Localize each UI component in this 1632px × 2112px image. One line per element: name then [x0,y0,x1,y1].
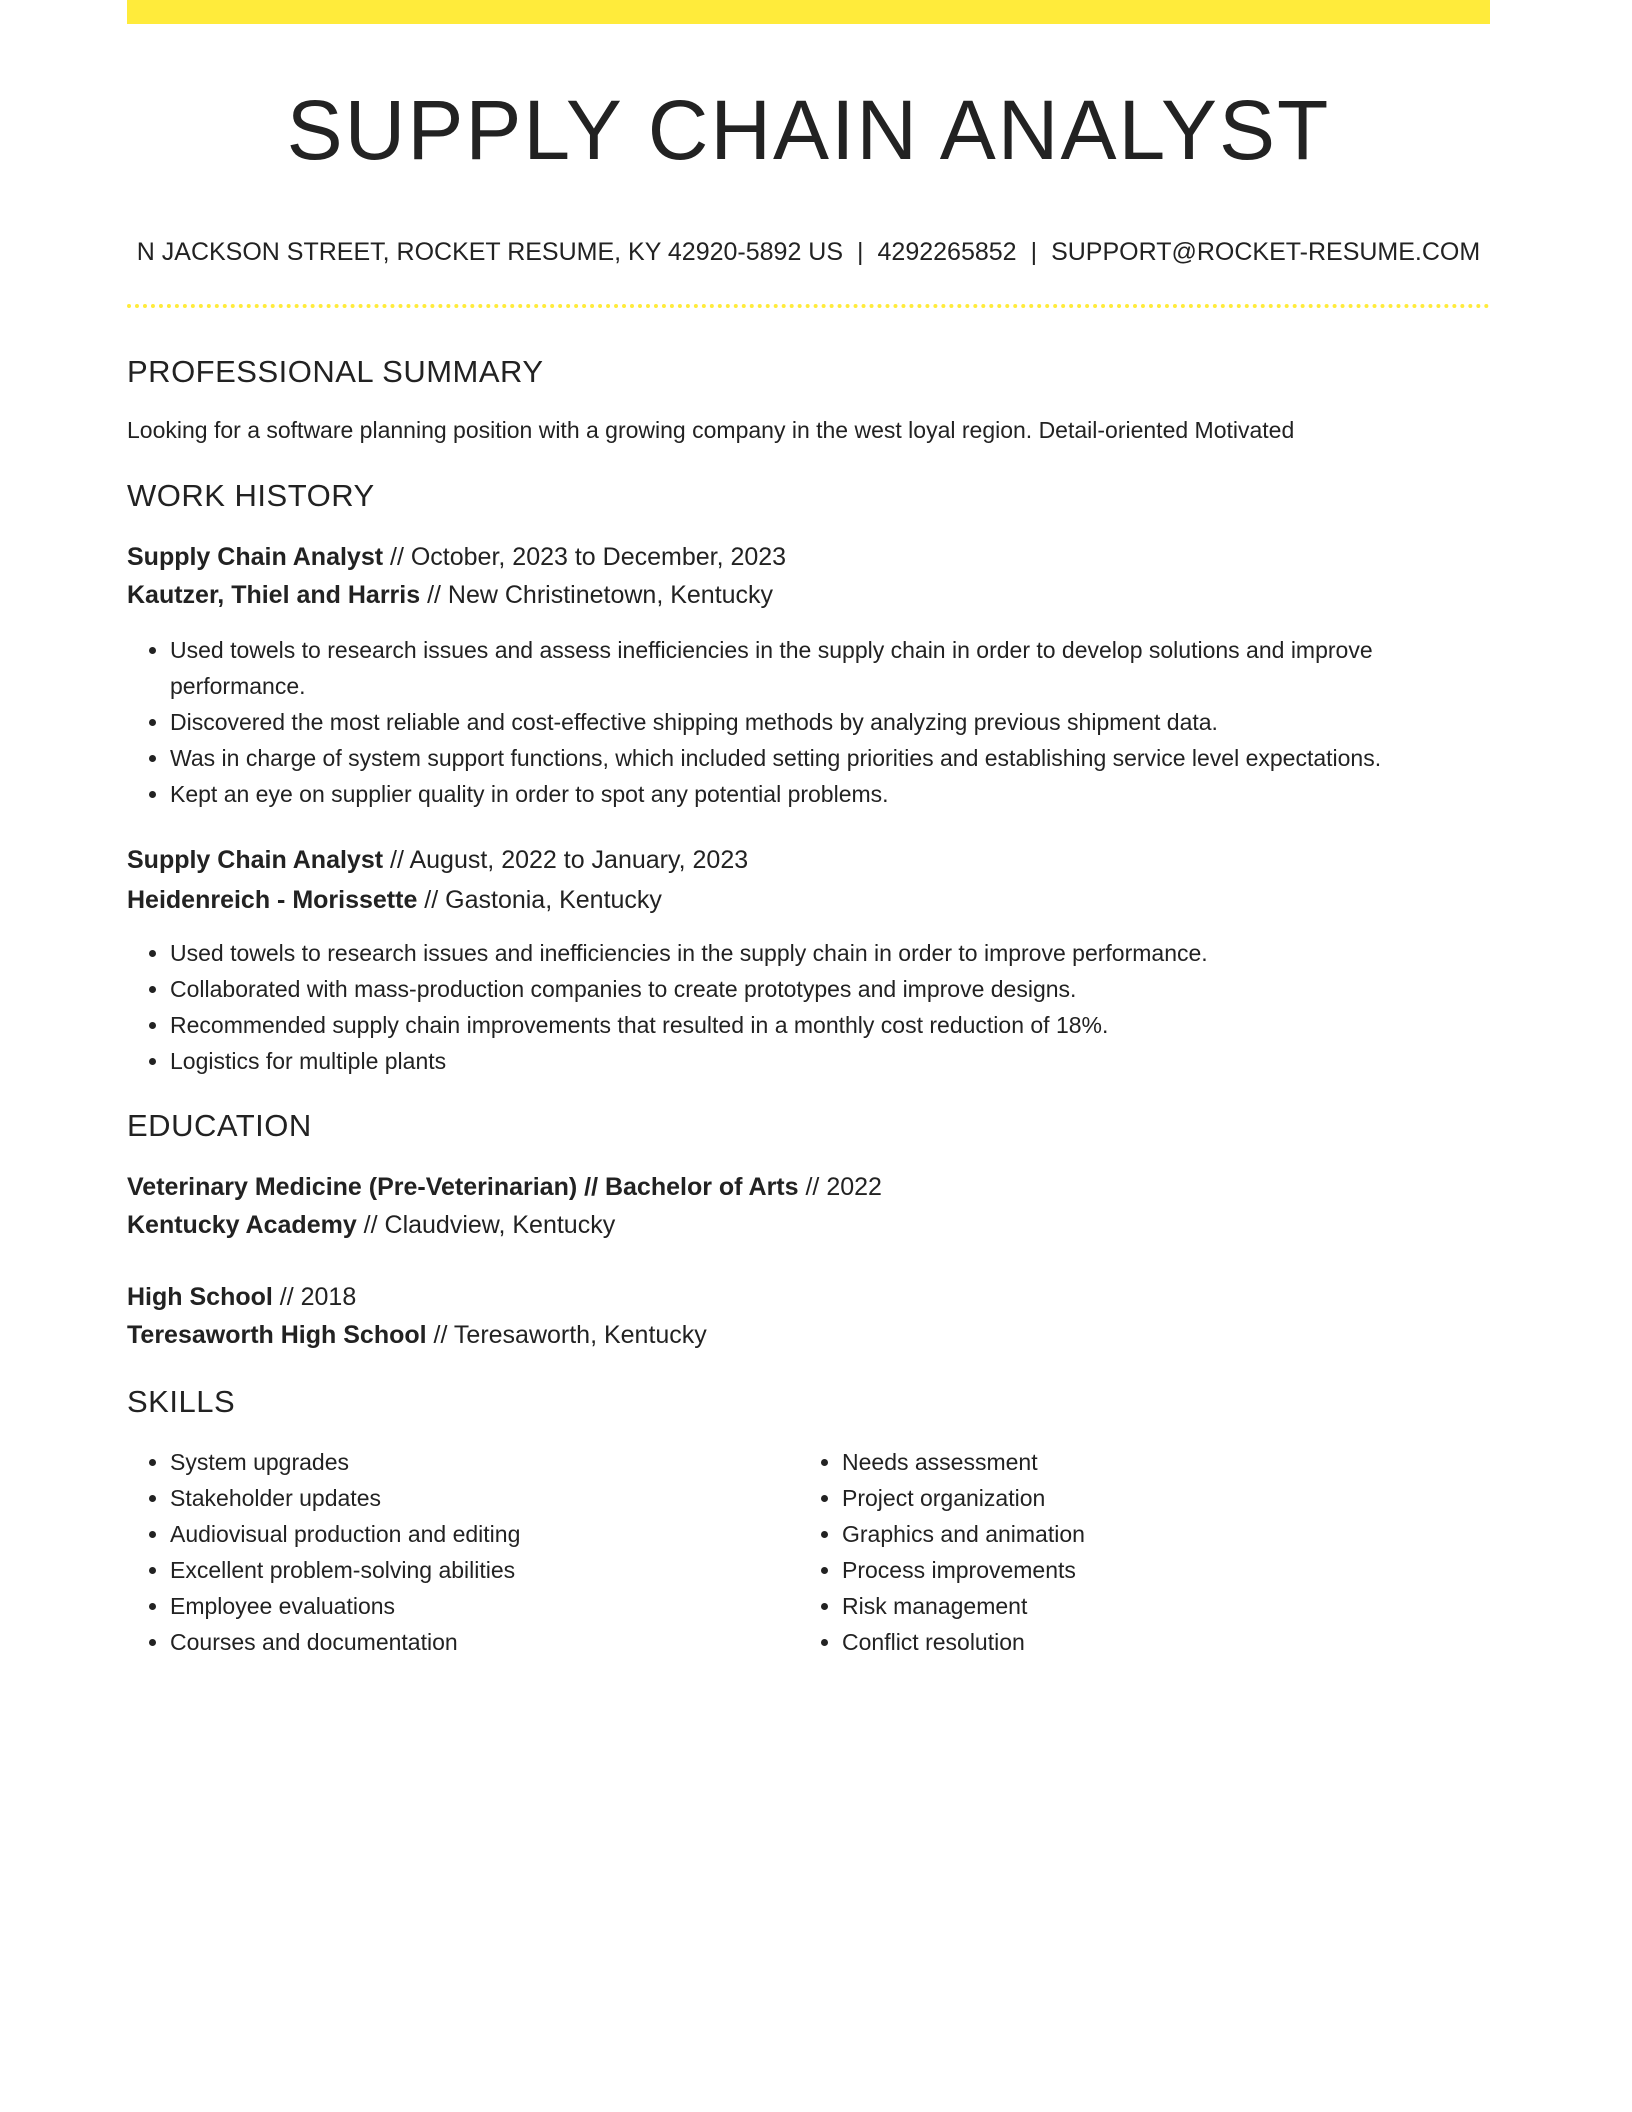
list-item: • Employee evaluations [170,1588,800,1624]
list-item: • Kept an eye on supplier quality in order to spot any potential problems. [170,776,1490,812]
job-company: Kautzer, Thiel and Harris [127,581,421,609]
education-degree: Veterinary Medicine (Pre-Veterinarian) // Bachelor of Arts [127,1173,799,1201]
education-school: Teresaworth High School [127,1321,427,1349]
header-divider [127,304,1490,308]
list-item: • Stakeholder updates [170,1480,800,1516]
education-school-line [127,1208,615,1242]
education-year: // 2018 [272,1283,357,1311]
education-year: // 2022 [798,1173,882,1201]
list-item: • Discovered the most reliable and cost-effective shipping methods by analyzing previous shipment data. [170,704,1490,740]
job-company: Heidenreich - Morissette [127,886,418,914]
list-item: • Graphics and animation [842,1516,1472,1552]
education-location: // Teresaworth, Kentucky [426,1321,707,1349]
section-title-work: WORK HISTORY [127,478,375,513]
job-role: Supply Chain Analyst [127,543,384,571]
education-school: Kentucky Academy [127,1211,357,1239]
job-location: // New Christinetown, Kentucky [420,581,774,609]
list-item: • Risk management [842,1588,1472,1624]
section-title-education: EDUCATION [127,1108,312,1143]
job-bullets [127,632,1490,812]
section-title-summary: PROFESSIONAL SUMMARY [127,354,544,389]
education-degree-line [127,1280,356,1314]
resume-name: SUPPLY CHAIN ANALYST [286,83,1331,177]
job-company-line [127,578,773,612]
job-bullets [127,935,1490,1079]
list-item: • Audiovisual production and editing [170,1516,800,1552]
education-degree: High School [127,1283,273,1311]
contact-phone: 4292265852 [877,238,1017,266]
job-title-line [127,540,786,574]
skills-list-left [127,1444,800,1660]
accent-top-bar [127,0,1490,24]
job-location: // Gastonia, Kentucky [417,886,662,914]
job-title-line [127,843,748,877]
education-location: // Claudview, Kentucky [356,1211,616,1239]
list-item: • Recommended supply chain improvements that resulted in a monthly cost reduction of 18%. [170,1007,1490,1043]
skills-list-right [799,1444,1472,1660]
section-title-skills: SKILLS [127,1384,236,1419]
list-item: • Logistics for multiple plants [170,1043,1490,1079]
job-company-line [127,883,662,917]
list-item: • Project organization [842,1480,1472,1516]
list-item: • Was in charge of system support functions, which included setting priorities and establishing service level expectations. [170,740,1490,776]
job-dates: // August, 2022 to January, 2023 [383,846,749,874]
job-dates: // October, 2023 to December, 2023 [383,543,787,571]
list-item: • Collaborated with mass-production companies to create prototypes and improve designs. [170,971,1490,1007]
education-degree-line [127,1170,882,1204]
list-item: • Excellent problem-solving abilities [170,1552,800,1588]
list-item: • Used towels to research issues and assess inefficiencies in the supply chain in order to develop solutions and improve performance. [170,632,1490,704]
summary-text: Looking for a software planning position with a growing company in the west loyal region. Detail-oriented Motivated [127,417,1295,443]
contact-line [127,236,1490,268]
list-item: • Courses and documentation [170,1624,800,1660]
contact-separator: | [857,238,864,266]
list-item: • Process improvements [842,1552,1472,1588]
list-item: • Conflict resolution [842,1624,1472,1660]
list-item: • Used towels to research issues and inefficiencies in the supply chain in order to improve performance. [170,935,1490,971]
list-item: • Needs assessment [842,1444,1472,1480]
job-role: Supply Chain Analyst [127,846,384,874]
education-school-line [127,1318,707,1352]
list-item: • System upgrades [170,1444,800,1480]
contact-email: SUPPORT@ROCKET-RESUME.COM [1051,238,1481,266]
contact-address: N JACKSON STREET, ROCKET RESUME, KY 42920-5892 US [136,238,844,266]
contact-separator: | [1030,238,1038,266]
